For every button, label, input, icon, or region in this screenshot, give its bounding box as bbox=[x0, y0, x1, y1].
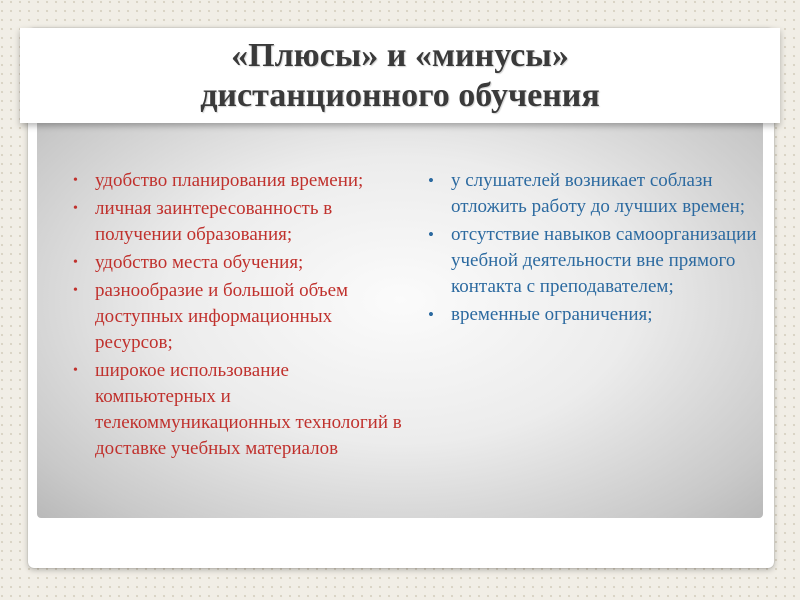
cons-list-item bbox=[427, 168, 763, 220]
pros-item-text: удобство места обучения; bbox=[95, 252, 304, 273]
pros-list-item bbox=[71, 168, 411, 194]
pros-list-item bbox=[71, 278, 411, 356]
cons-list-item bbox=[427, 302, 763, 328]
pros-list-item bbox=[71, 358, 411, 462]
cons-item-text: временные ограничения; bbox=[451, 304, 653, 325]
cons-list bbox=[427, 168, 763, 330]
bullet-icon: • bbox=[73, 363, 78, 378]
bullet-icon: • bbox=[428, 305, 434, 324]
pros-list bbox=[71, 168, 411, 464]
pros-item-text: личная заинтересованность в получении образования; bbox=[95, 198, 333, 245]
slide-title-line-1: «Плюсы» и «минусы» bbox=[231, 37, 569, 74]
title-bar bbox=[20, 28, 780, 123]
bullet-icon: • bbox=[428, 171, 434, 190]
pros-list-item bbox=[71, 196, 411, 248]
bullet-icon: • bbox=[73, 173, 78, 188]
cons-item-text: у слушателей возникает соблазн отложить работу до лучших времен; bbox=[451, 170, 746, 217]
cons-item-text: отсутствие навыков самоорганизации учебной деятельности вне прямого контакта с преподавателем; bbox=[451, 224, 757, 297]
bullet-icon: • bbox=[73, 283, 78, 298]
pros-list-item bbox=[71, 250, 411, 276]
bullet-icon: • bbox=[428, 225, 434, 244]
pros-item-text: широкое использование компьютерных и телекоммуникационных технологий в доставке учебных материалов bbox=[95, 360, 402, 459]
pros-item-text: разнообразие и большой объем доступных информационных ресурсов; bbox=[95, 280, 349, 353]
bullet-icon: • bbox=[73, 255, 78, 270]
cons-list-item bbox=[427, 222, 763, 300]
slide-title-line-2: дистанционного обучения bbox=[200, 77, 600, 114]
pros-item-text: удобство планирования времени; bbox=[95, 170, 364, 191]
bullet-icon: • bbox=[73, 201, 78, 216]
content-panel bbox=[37, 122, 763, 518]
